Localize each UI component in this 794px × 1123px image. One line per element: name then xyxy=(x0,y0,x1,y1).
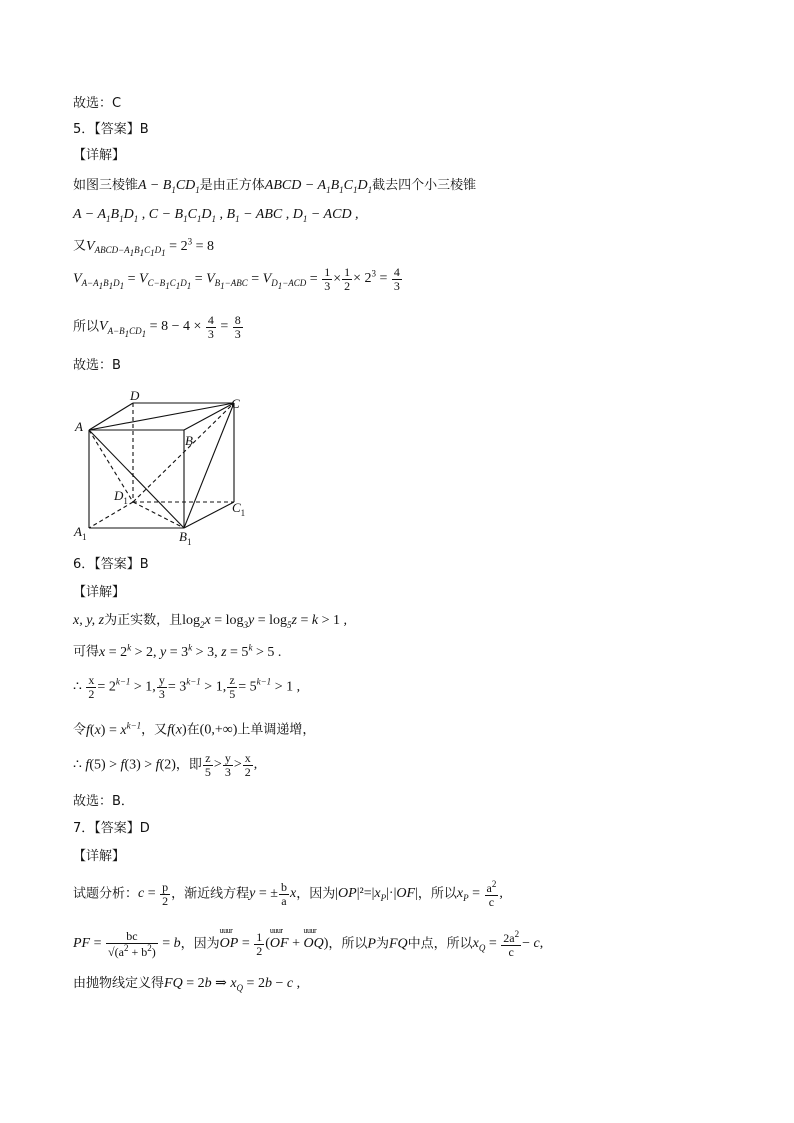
q5-answer-heading xyxy=(73,122,149,138)
heading-text: 6．【答案】B xyxy=(73,557,149,572)
math-expression: FQ = 2b ⇒ $x_Q = 2b - c$ , xyxy=(164,976,301,993)
hidden-edge-D1B1 xyxy=(133,502,184,528)
math-expression: P xyxy=(367,936,376,952)
text-run: 如图三棱锥 xyxy=(73,178,139,193)
vertex-label-A1: $A_1$ xyxy=(74,524,87,542)
q6-line-2 xyxy=(73,642,281,661)
text-run: 可得 xyxy=(73,644,100,660)
text-run: 上单调递增， xyxy=(237,722,316,738)
edge-AB1 xyxy=(89,430,184,528)
q5-line-5-result xyxy=(73,314,244,340)
q5-line-2-pyramids: $A - A_1B_1D_1$ , $C - B_1C_1D_1$ , $B_1$ − ABC , $D_1$ − ACD , xyxy=(73,207,359,224)
math-expression: $V_{ABCD-A_1B_1C_1D_1} = 2^3 = 8$ xyxy=(86,236,214,259)
text-run: 为 xyxy=(375,936,389,952)
vertex-label-A: A xyxy=(75,419,83,434)
text-run: 是由正方体 xyxy=(199,178,265,193)
math-expression: $x = 2^k > 2$, $y = 3^k > 3$, $z = 5^k > 5$ . xyxy=(99,642,282,660)
q6-line-3: ∴ $\frac{x}{2}$ = $2^{k-1} > 1$, $\frac{y}{3}$ = $3^{k-1} > 1$, $\frac{z}{5}$ = $5^{k-1} > 1$ , xyxy=(73,673,301,701)
heading-text: 7．【答案】D xyxy=(73,821,150,836)
vertex-label-D1: $D_1$ xyxy=(114,488,128,506)
text-run: ，因为 xyxy=(296,886,336,902)
answer-text: 故选：B． xyxy=(73,794,134,809)
text-run: ，所以 xyxy=(417,886,457,902)
vertex-label-C1: $C_1$ xyxy=(232,500,246,518)
q7-line-3 xyxy=(73,975,300,994)
vertex-label-C: C xyxy=(231,396,240,411)
math-expression: y = ± $\frac{b}{a}$ x xyxy=(249,880,297,908)
answer-text: 故选：B xyxy=(73,358,121,373)
math-expression: $\frac{z}{5}$ > $\frac{y}{3}$ > $\frac{x}{2}$ , xyxy=(204,751,258,779)
q6-line-4 xyxy=(73,720,315,739)
text-run: ，所以 xyxy=(328,936,368,952)
hidden-edge-AD1 xyxy=(89,430,133,502)
q7-line-1 xyxy=(73,880,503,908)
text-run: 又 xyxy=(73,238,87,254)
math-expression: c = $\frac{p}{2}$ xyxy=(138,880,169,908)
text-run: 令 xyxy=(73,722,87,738)
q7-detail-heading xyxy=(73,849,125,865)
text-run: ，因为 xyxy=(180,936,220,952)
edge xyxy=(184,502,234,528)
math-expression: $|OP|^2=|x_P|\cdot|OF|$ xyxy=(335,886,418,904)
text-run: ，又 xyxy=(141,722,168,738)
heading-text: 【详解】 xyxy=(73,148,126,163)
cube-figure xyxy=(64,386,254,546)
q7-answer-heading xyxy=(73,821,150,837)
math-expression: x, y, z xyxy=(73,613,105,628)
q5-line-1 xyxy=(73,177,476,196)
math-expression: $x_P$ = $\frac{a^2}{c}$ , xyxy=(456,879,503,909)
heading-text: 【详解】 xyxy=(73,849,126,864)
math-expression: $\log_2x = \log_3y = \log_5z = k > 1$ , xyxy=(182,613,348,630)
math-expression: $x_Q$ = $\frac{2a^2}{c}$ − c, xyxy=(472,929,544,959)
math-expression: (0,+∞) xyxy=(199,722,238,738)
vertex-label-B: B xyxy=(185,433,193,448)
q7-line-2 xyxy=(73,930,543,958)
math-expression: $A - B_1CD_1$ xyxy=(138,178,200,195)
q6-line-5 xyxy=(73,752,257,778)
math-expression: ∴ f(5) > f(3) > f(2) xyxy=(73,757,176,773)
q6-detail-heading xyxy=(73,585,125,601)
edge xyxy=(184,403,234,430)
edge-CB1 xyxy=(184,403,234,528)
answer-choice-line xyxy=(73,96,121,112)
q5-detail-heading xyxy=(73,148,125,164)
math-expression: PF = $\frac{bc}{√(a^2 + b^2)}$ = b xyxy=(73,929,181,959)
vertex-label-B1: $B_1$ xyxy=(179,529,192,546)
q6-line-1 xyxy=(73,612,347,631)
q5-line-4-small-volume: $V_{A-A_1B_1D_1} = V_{C-B_1C_1D_1} = V_{B_1-ABC} = V_{D_1-ACD}$ = $\frac{1}{3}$ × $\frac{1}{2}$ × $2^3$ = $\frac{4}{3}$ xyxy=(73,265,400,293)
text-run: 为正实数，且 xyxy=(104,613,183,628)
math-expression: uuur OP = $\frac{1}{2}$ (uuur OF + uuur OQ) xyxy=(220,936,329,951)
q6-answer-heading xyxy=(73,557,149,573)
text-run: ，渐近线方程 xyxy=(171,886,250,902)
text-run: 在 xyxy=(186,722,200,738)
heading-text: 【详解】 xyxy=(73,585,126,600)
math-expression: FQ xyxy=(388,936,408,952)
q5-line-3-cube-volume xyxy=(73,236,214,260)
text-run: 所以 xyxy=(73,319,100,335)
answer-text: 故选：C xyxy=(73,96,122,111)
text-run: 截去四个小三棱锥 xyxy=(372,178,477,193)
math-expression: ABCD − $A_1B_1C_1D_1$ xyxy=(264,178,373,195)
text-run: 中点，所以 xyxy=(407,936,473,952)
text-run: 试题分析： xyxy=(73,886,139,902)
heading-text: 5．【答案】B xyxy=(73,122,149,137)
math-expression: $f(x) = x^{k-1}$ xyxy=(86,720,142,738)
text-run: ，即 xyxy=(175,757,202,773)
q5-answer-line xyxy=(73,358,121,374)
math-expression: f(x) xyxy=(167,722,187,738)
vertex-label-D: D xyxy=(130,388,140,403)
text-run: 由抛物线定义得 xyxy=(73,976,165,991)
q6-answer-line xyxy=(73,794,134,810)
math-expression: $V_{A-B_1CD_1} = 8 - 4$ × $\frac{4}{3}$ = $\frac{8}{3}$ xyxy=(99,313,241,341)
